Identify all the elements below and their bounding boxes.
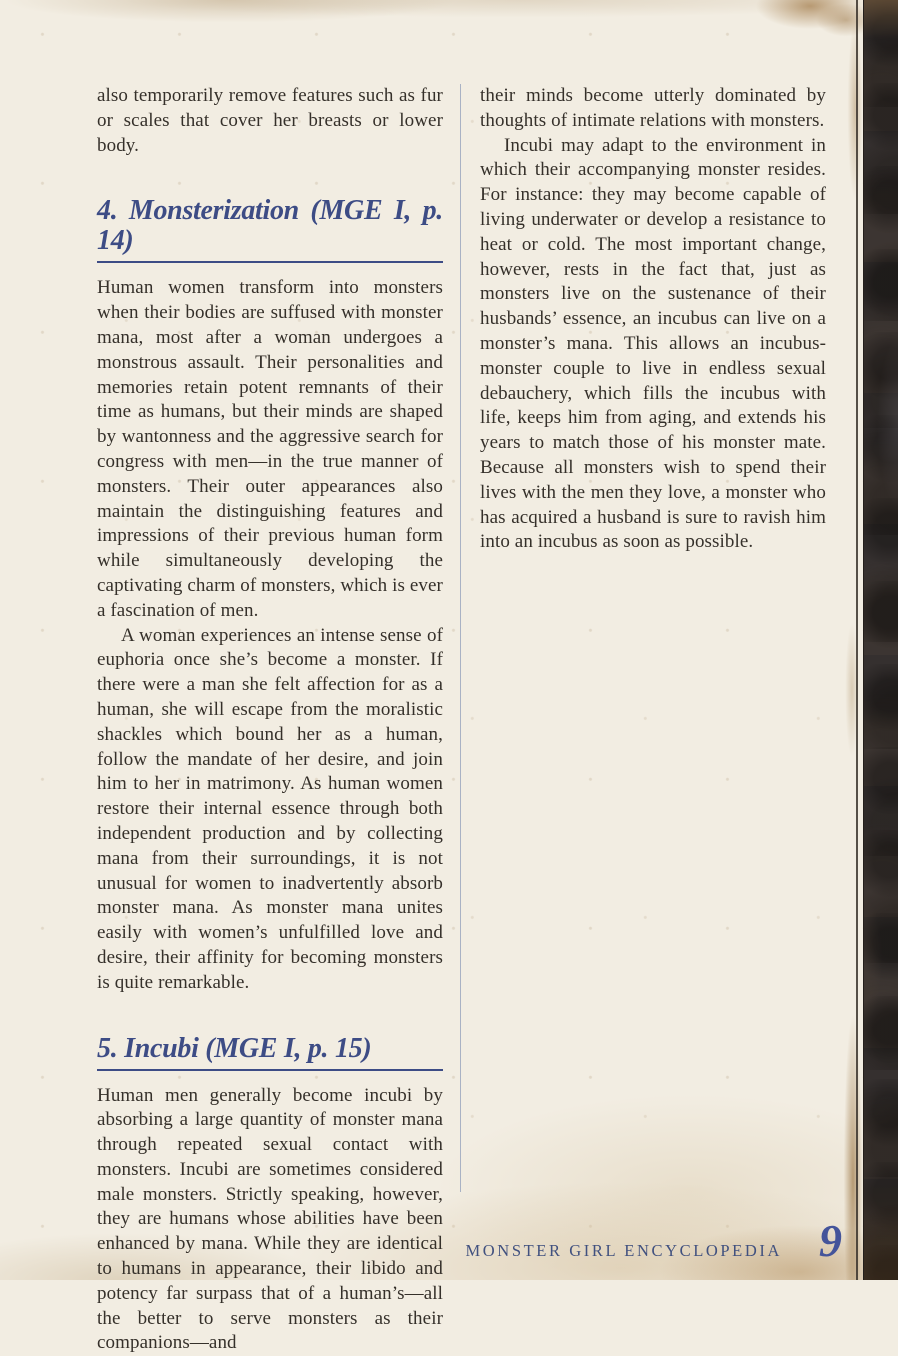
column-divider-rule bbox=[460, 84, 461, 1192]
right-text-column bbox=[480, 84, 826, 555]
section-heading-monsterization: 4. Monsterization (MGE I, p. 14) bbox=[97, 196, 443, 263]
paragraph-incubi-adapt: Incubi may adapt to the environment in which their accompanying monster resides. For instance: they may become capable of living underwater or develop a resistance to heat or cold. The most important change, however, rests in the fact that, just as monsters live on the sustenance of their husbands’ essence, an incubus can live on a monster’s mana. This allows an incubus-monster couple to live in endless sexual debauchery, which fills the incubus with life, keeps him from aging, and extends his years to match those of his monster mate. Because all monsters wish to spend their lives with the men they love, a monster who has acquired a husband is sure to ravish him into an incubus as soon as possible. bbox=[480, 134, 826, 556]
paragraph-continuation-from-previous-page: also temporarily remove features such as fur or scales that cover her breasts or lower body. bbox=[97, 84, 443, 158]
section-heading-incubi: 5. Incubi (MGE I, p. 15) bbox=[97, 1034, 443, 1071]
book-edge-dark-border bbox=[863, 0, 898, 1280]
page-edge-rule bbox=[856, 0, 858, 1280]
left-text-column bbox=[97, 84, 443, 1356]
page-number: 9 bbox=[819, 1218, 842, 1264]
paragraph-incubi-continuation: their minds become utterly dominated by thoughts of intimate relations with monsters. bbox=[480, 84, 826, 134]
paragraph-incubi-1: Human men generally become incubi by absorbing a large quantity of monster mana through repeated sexual contact with monsters. Incubi are sometimes considered male monsters. Strictly speaking, however, they are humans whose abilities have been enhanced by mana. While they are identical to humans in appearance, their libido and potency far surpass that of a human’s—all the better to serve monsters as their companions—and bbox=[97, 1084, 443, 1356]
page-footer bbox=[0, 1218, 854, 1264]
paragraph-monsterization-1: Human women transform into monsters when their bodies are suffused with monster mana, most after a woman undergoes a monstrous assault. Their personalities and memories retain potent remnants of their time as humans, but their minds are shaped by wantonness and the aggressive search for congress with men—in the true manner of monsters. Their outer appearances also maintain the distinguishing features and impressions of their previous human form while simultaneously developing the captivating charm of monsters, which is ever a fascination of men. bbox=[97, 276, 443, 623]
paragraph-monsterization-2: A woman experiences an intense sense of euphoria once she’s become a monster. If there were a man she felt affection for as a human, she will escape from the moralistic shackles which bound her as a human, follow the mandate of her desire, and join him to her in matrimony. As human women restore their internal essence through both independent production and by collecting mana from their surroundings, it is not unusual for women to inadvertently absorb monster mana. As monster mana unites easily with women’s unfulfilled love and desire, their affinity for becoming monsters is quite remarkable. bbox=[97, 624, 443, 996]
footer-book-title: MONSTER GIRL ENCYCLOPEDIA bbox=[466, 1241, 782, 1261]
